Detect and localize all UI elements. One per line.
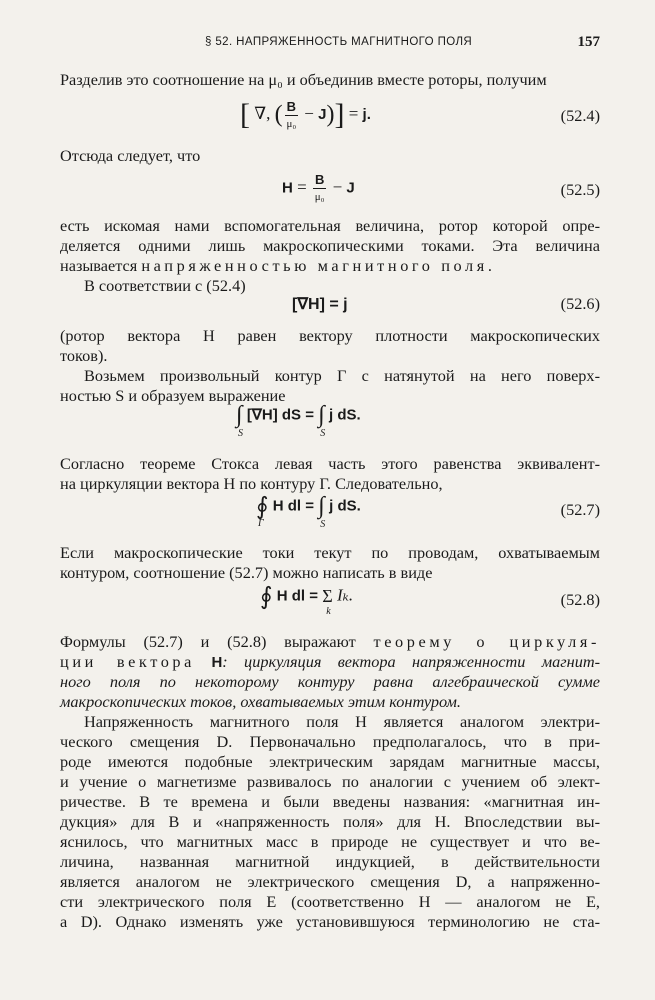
paragraph-line: яснилось, что магнитных масс в природе не существует и что ве- (60, 832, 600, 851)
contour-integral-sign: ∮ (260, 584, 273, 610)
paragraph-line: Отсюда следует, что (60, 146, 201, 165)
nabla-symbol: ∇ (254, 103, 267, 123)
theorem-line: Формулы (52.7) и (52.8) выражают теорему о циркуля- (60, 632, 600, 651)
paragraph-line: роде имеются подобные электрическим зарядам магнитные массы, (60, 752, 600, 771)
paragraph-line: а D). Однако изменять уже установившуюся терминологию не ста- (60, 912, 600, 931)
equation-number: (52.4) (560, 106, 600, 125)
equation-52-5 (60, 172, 600, 208)
paragraph-line: и учение о магнетизме развивалось по аналогии с учением об элект- (60, 772, 600, 791)
formula: ∫ S [∇H] dS = ∫ S j dS. (236, 402, 361, 439)
integral-sign: ∫ S (318, 493, 326, 530)
equation-52-7 (60, 492, 600, 534)
equation-52-8 (60, 582, 600, 622)
integral-sign: ∫ S (236, 402, 243, 439)
spaced-term: напряженностью магнитного поля. (141, 256, 496, 275)
paragraph-line: деляется одними лишь макроскопическими токами. Эта величина (60, 236, 600, 255)
equation-52-6 (60, 292, 600, 318)
paragraph-line: есть искомая нами вспомогательная величина, ротор которой опре- (60, 216, 600, 235)
equation-number: (52.6) (560, 294, 600, 313)
running-header (60, 36, 600, 56)
paragraph-line: на циркуляции вектора H по контуру Г. Следовательно, (60, 474, 443, 493)
paragraph-line: ностью S и образуем выражение (60, 386, 286, 405)
paragraph-line: контуром, соотношение (52.7) можно написать в виде (60, 563, 433, 582)
theorem-line: ции вектора H: циркуляция вектора напряженности магнит- (60, 652, 601, 671)
formula: H = $\frac{B}{\text{μ₀}}$ − J (282, 172, 355, 203)
paragraph-line: личина, названная магнитной индукцией, в действительности (60, 852, 600, 871)
paragraph-line: сти электрического поля E (соответственно H — аналогом не E, (60, 892, 600, 911)
paragraph-line: Если макроскопические токи текут по проводам, охватываемым (60, 543, 600, 562)
contour-integral-sign: ∮ Г (256, 494, 269, 529)
page-number: 157 (577, 34, 600, 50)
formula: [ ∇, ( $\frac{B}{\text{μ₀}}$ − J)] = j. (240, 98, 371, 131)
paragraph-line: ческого смещения D. Первоначально предполагалось, что в при- (60, 732, 600, 751)
theorem-line: макроскопических токов, охватываемых этим контуром. (60, 692, 461, 711)
paragraph-line: Возьмем произвольный контур Г с натянутой на него поверх- (84, 366, 600, 385)
sum-sign: Σ k (322, 586, 333, 617)
formula: [∇H] = j (292, 296, 348, 313)
paragraph-line: В соответствии с (52.4) (84, 276, 246, 295)
equation-number: (52.8) (560, 590, 600, 609)
fraction: $\frac{B}{\text{μ₀}}$ (286, 98, 297, 130)
theorem-line: ного поля по некоторому контуру равна алгебраической сумме (60, 672, 600, 691)
formula: ∮ H dl = Σ k Iₖ. (260, 584, 354, 617)
paragraph-line: ричестве. В те времена и были введены названия: «магнитная ин- (60, 792, 600, 811)
formula: ∮ Г H dl = ∫ S j dS. (256, 493, 361, 530)
equation-52-4 (60, 98, 600, 134)
integral-sign: ∫ S (318, 402, 326, 439)
section-title: § 52. НАПРЯЖЕННОСТЬ МАГНИТНОГО ПОЛЯ (205, 36, 473, 48)
equation-number: (52.5) (560, 180, 600, 199)
fraction: $\frac{B}{\text{μ₀}}$ (314, 172, 325, 203)
paragraph-line: Разделив это соотношение на μ₀ и объединив вместе роторы, получим (60, 70, 547, 89)
paragraph-line: токов). (60, 346, 108, 365)
paragraph-line: Согласно теореме Стокса левая часть этого равенства эквивалент- (60, 454, 600, 473)
equation-stokes (60, 402, 600, 444)
paragraph-line: Напряженность магнитного поля H является аналогом электри- (84, 712, 600, 731)
paragraph-line: (ротор вектора H равен вектору плотности макроскопических (60, 326, 600, 345)
paragraph-line: дукция» для B и «напряженность поля» для H. Впоследствии вы- (60, 812, 600, 831)
equation-number: (52.7) (560, 500, 600, 519)
paragraph-line: является аналогом не электрического смещения D, а напряженно- (60, 872, 600, 891)
paragraph-line: называется напряженностью магнитного поля. (60, 256, 496, 275)
